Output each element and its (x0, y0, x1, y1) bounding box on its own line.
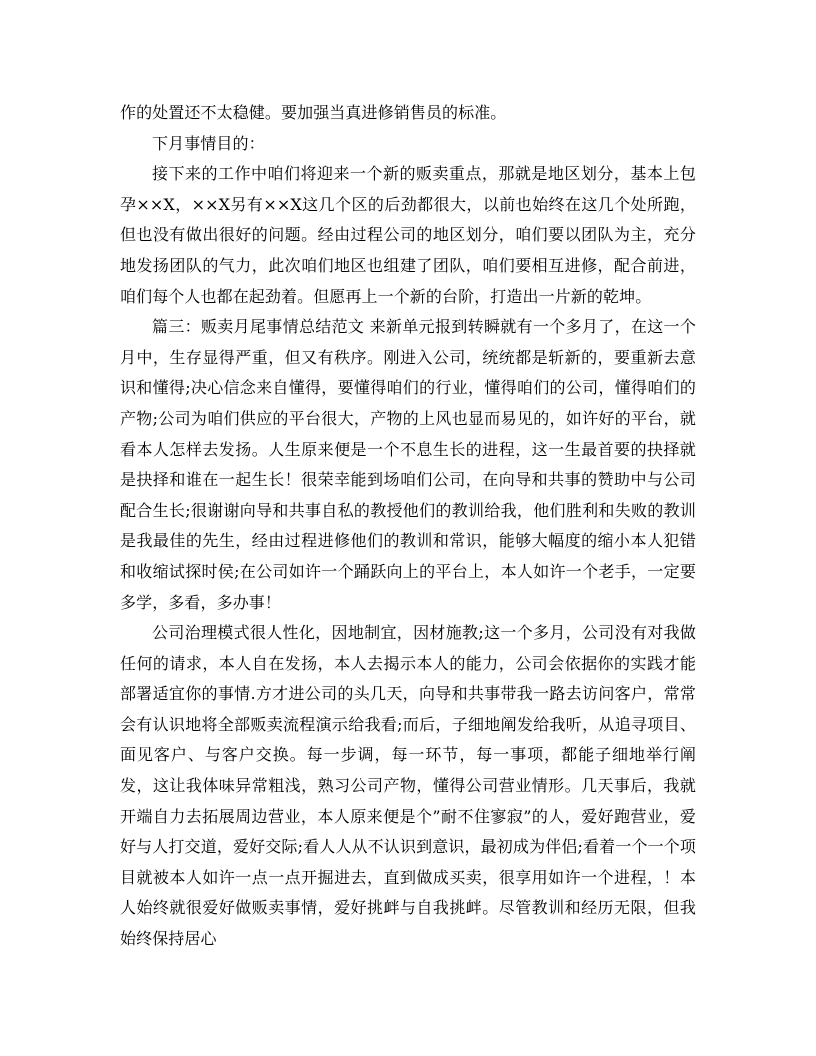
document-page (120, 98, 696, 955)
paragraph-4: 篇三：贩卖月尾事情总结范文 来新单元报到转瞬就有一个多月了，在这一个月中，生存显得严重，但又有秩序。刚进入公司，统统都是斩新的，要重新去意识和懂得;决心信念来自懂得，要懂得咱们的行业，懂得咱们的公司，懂得咱们的产物;公司为咱们供应的平台很大，产物的上风也显而易见的，如许好的平台，就看本人怎样去发扬。人生原来便是一个不息生长的进程，这一生最首要的抉择就是抉择和谁在一起生长！很荣幸能到场咱们公司，在向导和共事的赞助中与公司配合生长;很谢谢向导和共事自私的教授他们的教训给我，他们胜利和失败的教训是我最佳的先生，经由过程进修他们的教训和常识，能够大幅度的缩小本人犯错和收缩试探时侯;在公司如许一个踊跃向上的平台上，本人如许一个老手，一定要多学，多看，多办事！ (120, 317, 696, 612)
paragraph-1: 作的处置还不太稳健。要加强当真进修销售员的标准。 (120, 103, 507, 122)
paragraph-2: 下月事情目的： (152, 133, 265, 153)
paragraph-3: 接下来的工作中咱们将迎来一个新的贩卖重点，那就是地区划分，基本上包孕××X，××X另有××X这几个区的后劲都很大，以前也始终在这几个处所跑，但也没有做出很好的问题。经由过程公司的地区划分，咱们要以团队为主，充分地发扬团队的气力，此次咱们地区也组建了团队，咱们要相互进修，配合前进，咱们每个人也都在起劲着。但愿再上一个新的台阶，打造出一片新的乾坤。 (120, 164, 696, 306)
paragraph-5: 公司治理模式很人性化，因地制宜，因材施教;这一个多月，公司没有对我做任何的请求，本人自在发扬，本人去揭示本人的能力，公司会依据你的实践才能部署适宜你的事情.方才进公司的头几天，向导和共事带我一路去访问客户，常常会有认识地将全部贩卖流程演示给我看;而后，子细地阐发给我听，从追寻项目、面见客户、与客户交换。每一步调，每一环节，每一事项，都能子细地举行阐发，这让我体味异常粗浅，熟习公司产物，懂得公司营业情形。几天事后，我就开端自力去拓展周边营业，本人原来便是个”耐不住寥寂”的人，爱好跑营业，爱好与人打交道，爱好交际;看人人从不认识到意识，最初成为伴侣;看着一个一个项目就被本人如许一点一点开掘进去，直到做成买卖，很享用如许一个进程，！本人始终就很爱好做贩卖事情，爱好挑衅与自我挑衅。尽管教训和经历无限，但我始终保持居心 (120, 623, 696, 949)
